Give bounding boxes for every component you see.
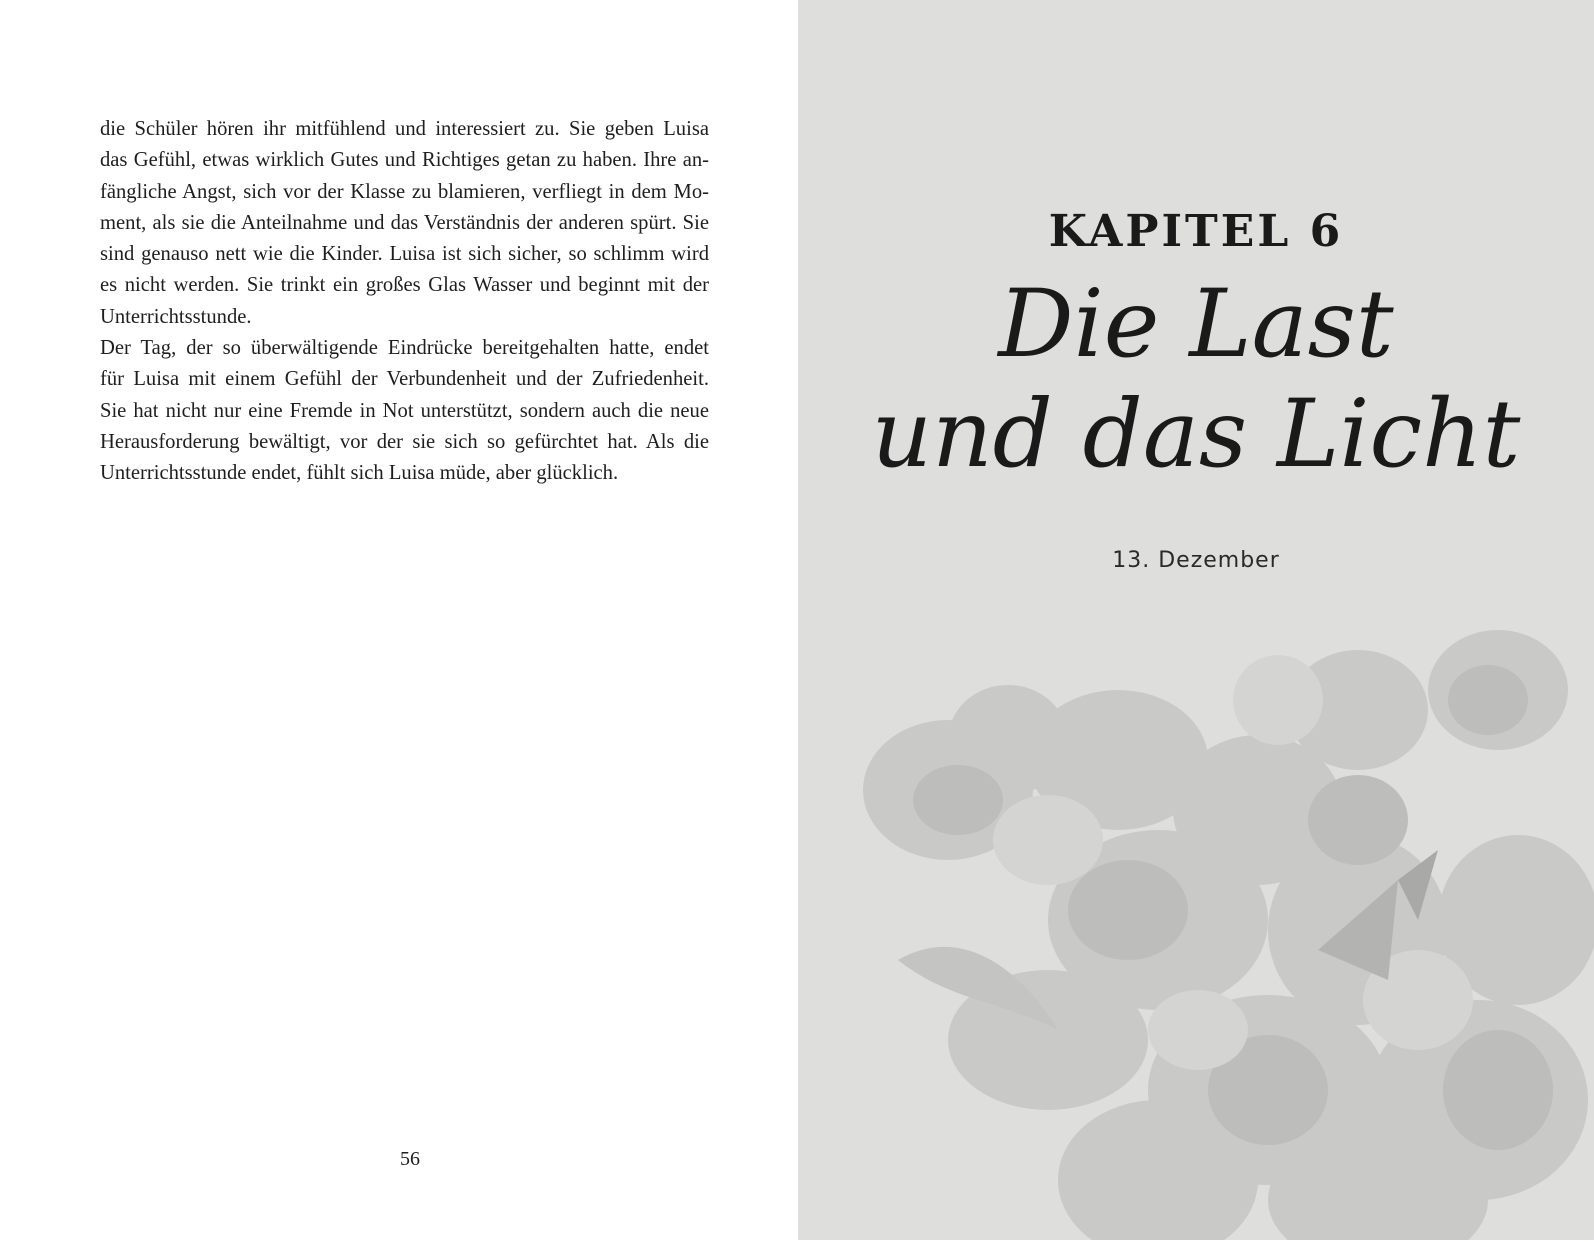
page-number: 56	[400, 1148, 420, 1170]
body-text	[100, 114, 709, 490]
chapter-title-line-2: und das Licht	[871, 380, 1521, 489]
text-line: fängliche Angst, sich vor der Klasse zu blamieren, verfliegt in dem Mo-	[100, 180, 709, 203]
text-line: Sie hat nicht nur eine Fremde in Not unterstützt, sondern auch die neue	[100, 399, 709, 422]
chapter-label: KAPITEL 6	[1048, 206, 1344, 257]
text-line: die Schüler hören ihr mitfühlend und interessiert zu. Sie geben Luisa	[100, 118, 709, 140]
text-line: Unterrichtsstunde endet, fühlt sich Luisa müde, aber glücklich.	[100, 462, 619, 485]
text-line: sind genauso nett wie die Kinder. Luisa ist sich sicher, so schlimm wird	[100, 243, 709, 266]
chapter-title-line-1: Die Last	[998, 270, 1394, 379]
text-line: Der Tag, der so überwältigende Eindrücke bereitgehalten hatte, endet	[100, 337, 709, 360]
right-page	[798, 0, 1594, 1240]
text-line: für Luisa mit einem Gefühl der Verbundenheit und der Zufriedenheit.	[100, 368, 709, 391]
floral-illustration	[798, 620, 1594, 1240]
chapter-title	[798, 270, 1594, 490]
text-line: Unterrichtsstunde.	[100, 305, 252, 328]
text-line: das Gefühl, etwas wirklich Gutes und Richtiges getan zu haben. Ihre an-	[100, 149, 709, 172]
chapter-date: 13. Dezember	[1112, 548, 1280, 573]
text-line: Herausforderung bewältigt, vor der sie sich so gefürchtet hat. Als die	[100, 430, 709, 453]
text-line: ment, als sie die Anteilnahme und das Verständnis der anderen spürt. Sie	[100, 211, 709, 234]
text-line: es nicht werden. Sie trinkt ein großes Glas Wasser und beginnt mit der	[100, 274, 709, 297]
